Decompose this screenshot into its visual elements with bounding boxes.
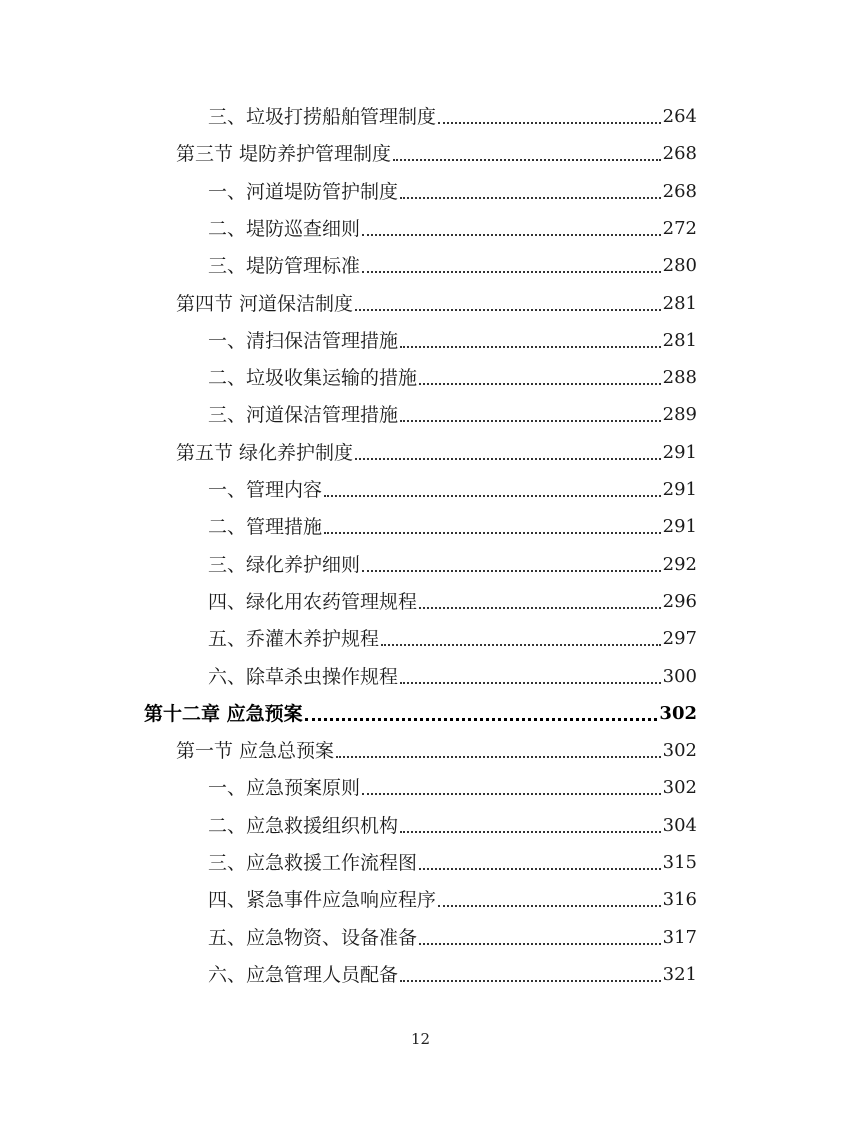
toc-item-entry[interactable] (208, 960, 697, 990)
toc-section-entry[interactable] (176, 438, 697, 468)
dot-leader (355, 309, 661, 311)
toc-entry-page: 302 (662, 777, 697, 799)
toc-item-entry[interactable] (208, 811, 697, 841)
toc-entry-title: 第一节 应急总预案 (176, 740, 335, 763)
dot-leader (419, 607, 661, 609)
toc-item-entry[interactable] (208, 326, 697, 356)
toc-entry-page: 302 (659, 702, 697, 724)
toc-chapter-entry[interactable] (144, 699, 697, 729)
toc-section-entry[interactable] (176, 139, 697, 169)
toc-entry-title: 第十二章 应急预案 (144, 702, 303, 725)
toc-entry-title: 六、除草杀虫操作规程 (208, 665, 399, 688)
toc-item-entry[interactable] (208, 773, 697, 803)
dot-leader (393, 159, 661, 161)
toc-section-entry[interactable] (176, 736, 697, 766)
toc-entry-page: 291 (662, 441, 697, 463)
toc-entry-page: 316 (662, 889, 697, 911)
dot-leader (362, 793, 661, 795)
dot-leader (362, 234, 661, 236)
toc-item-entry[interactable] (208, 587, 697, 617)
dot-leader (438, 905, 661, 907)
toc-entry-title: 三、绿化养护细则 (208, 553, 361, 576)
dot-leader (400, 197, 661, 199)
toc-entry-title: 三、应急救援工作流程图 (208, 852, 418, 874)
dot-leader (400, 682, 661, 684)
toc-item-entry[interactable] (208, 102, 697, 132)
toc-entry-page: 272 (662, 217, 697, 239)
toc-entry-page: 300 (662, 665, 697, 687)
toc-entry-page: 291 (662, 479, 697, 500)
toc-entry-page: 317 (662, 926, 697, 948)
toc-item-entry[interactable] (208, 251, 697, 281)
toc-entry-page: 291 (662, 516, 697, 538)
toc-entry-title: 五、应急物资、设备准备 (208, 926, 418, 949)
page-number: 12 (410, 1030, 431, 1048)
toc-entry-title: 二、垃圾收集运输的措施 (208, 367, 418, 390)
dot-leader (355, 458, 661, 460)
dot-leader (362, 271, 661, 273)
toc-entry-page: 281 (662, 292, 697, 314)
toc-entry-title: 三、垃圾打捞船舶管理制度 (208, 106, 437, 128)
toc-item-entry[interactable] (208, 214, 697, 244)
toc-item-entry[interactable] (208, 400, 697, 430)
dot-leader (400, 980, 661, 982)
toc-entry-title: 二、管理措施 (208, 516, 323, 539)
toc-entry-page: 296 (662, 590, 697, 612)
dot-leader (324, 532, 661, 534)
toc-entry-title: 三、河道保洁管理措施 (208, 404, 399, 427)
toc-section-entry[interactable] (176, 289, 697, 319)
dot-leader (362, 570, 661, 572)
toc-entry-page: 268 (662, 180, 697, 202)
toc-entry-page: 302 (662, 740, 697, 762)
dot-leader (419, 943, 661, 945)
toc-entry-page: 288 (662, 367, 697, 389)
toc-item-entry[interactable] (208, 475, 697, 505)
toc-entry-title: 一、河道堤防管护制度 (208, 180, 399, 203)
toc-entry-page: 292 (662, 553, 697, 575)
toc-entry-title: 第三节 堤防养护管理制度 (176, 143, 392, 166)
dot-leader (324, 495, 661, 497)
toc-item-entry[interactable] (208, 550, 697, 580)
toc-entry-title: 五、乔灌木养护规程 (208, 628, 380, 651)
toc-entry-title: 二、堤防巡查细则 (208, 217, 361, 240)
toc-entry-title: 四、绿化用农药管理规程 (208, 590, 418, 613)
dot-leader (305, 718, 658, 721)
toc-entry-page: 321 (662, 963, 697, 985)
toc-entry-page: 280 (662, 255, 697, 277)
toc-item-entry[interactable] (208, 177, 697, 207)
dot-leader (400, 831, 661, 833)
toc-entry-page: 264 (662, 106, 697, 127)
dot-leader (400, 420, 661, 422)
toc-item-entry[interactable] (208, 848, 697, 878)
toc-entry-title: 二、应急救援组织机构 (208, 814, 399, 837)
dot-leader (438, 122, 661, 124)
toc-entry-page: 281 (662, 329, 697, 351)
dot-leader (419, 868, 661, 870)
toc-entry-title: 第四节 河道保洁制度 (176, 292, 354, 315)
toc-item-entry[interactable] (208, 624, 697, 654)
toc-entry-page: 297 (662, 628, 697, 650)
dot-leader (400, 346, 661, 348)
toc-entry-page: 268 (662, 143, 697, 165)
toc-item-entry[interactable] (208, 923, 697, 953)
toc-item-entry[interactable] (208, 662, 697, 692)
toc-entry-page: 315 (662, 852, 697, 873)
dot-leader (381, 644, 661, 646)
toc-entry-title: 三、堤防管理标准 (208, 255, 361, 278)
toc-entry-title: 第五节 绿化养护制度 (176, 441, 354, 464)
toc-entry-page: 289 (662, 404, 697, 426)
toc-item-entry[interactable] (208, 885, 697, 915)
dot-leader (336, 756, 661, 758)
toc-entry-title: 六、应急管理人员配备 (208, 963, 399, 986)
dot-leader (419, 383, 661, 385)
toc-entry-title: 一、管理内容 (208, 479, 323, 501)
toc-entry-title: 四、紧急事件应急响应程序 (208, 889, 437, 912)
toc-entry-page: 304 (662, 814, 697, 836)
toc-item-entry[interactable] (208, 363, 697, 393)
toc-item-entry[interactable] (208, 512, 697, 542)
toc-entry-title: 一、清扫保洁管理措施 (208, 329, 399, 352)
toc-entry-title: 一、应急预案原则 (208, 777, 361, 800)
